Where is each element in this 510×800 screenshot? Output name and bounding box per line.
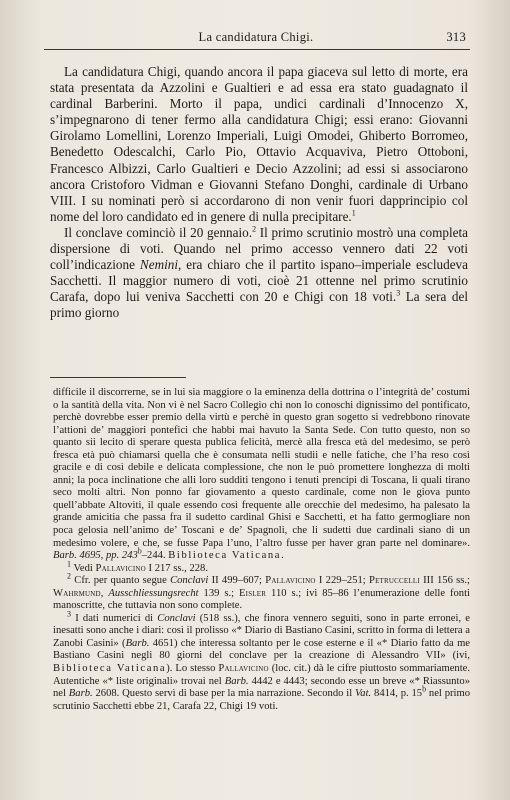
page-number: 313: [446, 30, 466, 44]
footnote-text: 2608. Questo servì di base per la mia narrazione. Secondo il: [92, 688, 355, 700]
footnote-text: I 217 ss., 228.: [145, 562, 208, 574]
footnote-text: .: [281, 550, 284, 562]
author-name: Pallavicino: [95, 562, 146, 574]
italic-title: Barb.: [224, 675, 249, 687]
running-header: [46, 30, 466, 46]
footnote-text: difficile il discorrerne, se in lui sia maggiore o la eminenza della dottrina o l’integrità de’ costumi o la santità della vita. Non vi è nel Sacro Collegio chi non lo conoschi dignissimo del pontificato, perchè dovrebbe esser premio della virtù e perchè in questo gran sogetto si vedrebbono rinovate l’attioni de’ maggiori pontefici che habbi mai havuto la Santa Sede. Con tutto questo, non so quanto sii lecito di sperare questa publica felicità, mercè alla fresca età del medesimo, se però fresca età può chiamarsi quella che è consumata nelli studii e nelle fatiche, che l’ha reso così gracile e di così debile e delicata complessione, che non le può promettere longhezza di molti anni; la poca inclinatione che alli loro sudditi tengono i tenuti prencipi di Toscana, li quali tirano seco molti altri. Non ponno far giovamento a questo cardinale, come non le giova punto quell’abbate Altoviti, il quale essendo così frequente alle orecchie del medesimo, ha palesato la grande amicitia che passa fra il sudetto cardinal Ghisi e Sacchetti, et ha fatto germogliare non poca gelosia nell’animo de’ Toscani e de’ Spagnoli, che li sudetti due cardinali siano di un medesimo volere, e che, se fusse Papa l’uno, l’altro fusse per haver gran parte nel dominare».: [53, 387, 470, 549]
paragraph: [50, 225, 468, 322]
paragraph-text: , era chiaro che il partito ispano–imperiale escludeva Sacchetti. Il maggior numero di voti, cioè 21 ottenne nel primo scrutinio Carafa, dopo lui veniva Sacchetti con 20 e Chigi con 18 voti.: [50, 257, 468, 305]
footnote-text: (518 ss.), che finora vennero seguiti, sono in parte erronei, e inesatti sono anche i diari: così il prolisso «* Diario di Bastiano Casini, scritto in forma di lettera a Zanobi Casini» (: [53, 612, 470, 649]
footnote-text: Cfr. per quanto segue: [71, 575, 171, 587]
running-title: La candidatura Chigi.: [198, 30, 314, 44]
main-text: [50, 64, 468, 322]
footnote-continuation: [53, 387, 470, 563]
author-name: Eisler: [239, 587, 267, 599]
footnote-text: ,: [100, 587, 109, 599]
paragraph-text: Il conclave cominciò il 20 gennaio.: [64, 224, 253, 240]
italic-term: Nemini: [139, 257, 179, 273]
header-rule: [44, 49, 470, 50]
footnote-text: Vedi: [71, 562, 96, 574]
footnote-mark: 1: [67, 559, 71, 569]
superscript: b: [422, 684, 427, 694]
footnote-1: [53, 559, 470, 576]
footnote-mark: 3: [67, 609, 71, 619]
footnote-text: (loc. cit.) dà le cifre piuttosto sommariamente. Autentiche «* liste originali» trovai nel: [53, 663, 470, 687]
library-name: Biblioteca Vaticana: [168, 550, 282, 562]
author-name: Pallavicino: [218, 663, 269, 675]
footnote-text: –244.: [141, 550, 169, 562]
footnote-mark: 2: [67, 571, 71, 581]
footnote-text: 110 s.; ivi 85–86 l’enumerazione delle fonti manoscritte, che tuttavia non sono complete.: [53, 587, 470, 612]
superscript: b: [137, 546, 142, 556]
footnote-3: [53, 609, 471, 713]
footnote-text: Barb. 4695, pp. 243: [53, 550, 138, 562]
paragraph-text: Il primo scrutinio mostrò una completa dispersione di voti. Quando nel primo accesso vennero dati 22 voti coll’indicazione: [50, 224, 468, 273]
footnote-text: ). Lo stesso: [166, 663, 219, 675]
footnote-text: I dati numerici di: [71, 612, 158, 624]
italic-title: Ausschliessungsrecht: [108, 587, 199, 599]
paragraph: [50, 64, 468, 225]
footnote-2: [53, 571, 471, 613]
footnote-ref: 1: [351, 208, 356, 218]
library-name: Biblioteca Vaticana: [53, 663, 167, 675]
paragraph-text: La candidatura Chigi, quando ancora il papa giaceva sul letto di morte, era stata presentata da Azzolini e Gualtieri e ad essa era stato guadagnato il cardinal Barberini. Morto il papa, undici cardinali d’Innocenzo X, s’impegnarono di tener fermo alla candidatura Chigi; essi erano: Giovanni Girolamo Lomellini, Lorenzo Imperiali, Luigi Omodei, Ghiberto Borromeo, Benedetto Odescalchi, Carlo Pio, Ottavio Acquaviva, Pietro Ottoboni, Francesco Albizzi, Carlo Gualtieri e Decio Azzolini; ad essi si associarono ancora Cristoforo Vidman e Giovanni Stefano Donghi, cardinale di Urbano VIII. I su nominati però si accordarono di non venir fuori dapprincipio col nome del loro candidato ed in genere di nulla precipitare.: [50, 64, 468, 224]
paragraph-text: La sera del primo giorno: [50, 289, 469, 321]
footnote-text: nel primo scrutinio Sacchetti ebbe 21, Carafa 22, Chigi 19 voti.: [53, 688, 471, 712]
footnote-ref: 3: [396, 288, 401, 298]
italic-title: Conclavi: [170, 575, 209, 587]
footnote-text: 4651) che interessa soltanto per le cose esterne e il «* Diario fatto da me Bastiano Casini negli 80 giorni del conclave per la creazione di Alessandro VII» (ivi,: [53, 637, 471, 662]
italic-title: Barb.: [125, 637, 150, 649]
footnote-text: 139 s.;: [198, 587, 239, 599]
italic-title: Conclavi: [157, 612, 196, 624]
italic-title: Barb.: [68, 688, 93, 700]
author-name: Pallavicino: [265, 575, 316, 587]
footnote-text: I 229–251;: [315, 575, 369, 587]
author-name: Petruccelli: [368, 575, 420, 587]
footnote-text: 8414, p. 15: [371, 688, 423, 700]
footnote-text: II 499–607;: [208, 575, 266, 587]
footnote-text: 4442 e 4443; secondo esse un breve «* Riassunto» nel: [53, 675, 470, 700]
footnotes: [53, 387, 470, 713]
author-name: Wahrmund: [53, 587, 101, 599]
footnote-ref: 2: [252, 224, 257, 234]
footnote-separator: [50, 377, 186, 378]
italic-title: Vat.: [355, 688, 372, 700]
footnote-text: III 156 ss.;: [419, 575, 471, 587]
